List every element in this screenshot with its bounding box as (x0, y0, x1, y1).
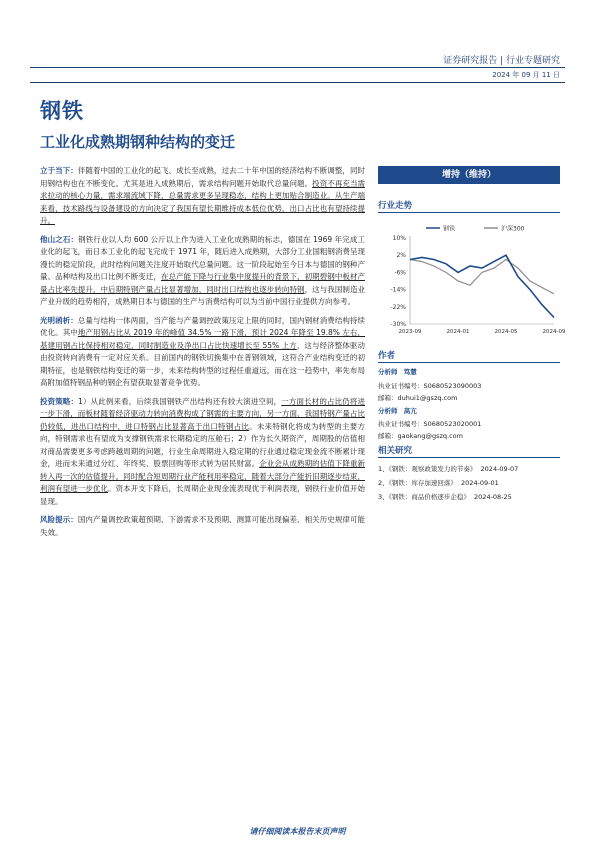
paragraph-lead: 投资策略： (40, 396, 79, 406)
main-body (40, 165, 365, 545)
body-paragraph (40, 514, 365, 539)
analyst-2-person: 高亢 (403, 407, 417, 415)
analysts-title: 作者 (378, 351, 396, 361)
analyst-1-email[interactable]: 邮箱：duhui1@gszq.com (378, 394, 458, 402)
related-title-line (378, 457, 560, 458)
header-divider (30, 67, 565, 68)
related-item-date: 2024-09-07 (480, 465, 519, 473)
related-item[interactable] (378, 462, 578, 476)
analyst-2-email[interactable]: 邮箱：gaokang@gszq.com (378, 432, 463, 440)
body-paragraph (40, 234, 365, 309)
analyst-1-person: 笃慧 (403, 368, 417, 376)
paragraph-lead: 风险提示： (40, 515, 78, 524)
body-text: 总量与结构一体两面，当产能与产量调控政策压定上限的同时，国内钢材消费结构持续优化。其中 (40, 315, 366, 337)
body-text: 国内产量调控政策超预期、下游需求不及预期、测算可能出现偏差、相关历史规律可能失效。 (40, 515, 366, 537)
highlight-text: 地产用钢占比从 2019 年的峰值 34.5% 一路下滑，预计 2024 年降至 19.8% 左右，基建用钢占比保持相对稳定，同时制造业及净出口占比快速增长至 55% 上方 (40, 328, 366, 350)
analyst-1-license: 执业证书编号：S0680523090003 (378, 382, 482, 390)
related-list (378, 462, 578, 504)
body-text: 伴随着中国的工业化的起飞、成长至成熟，过去二十年中国的经济结构不断调整，同时用钢结构也在不断变化。尤其是进入成熟期后，需求结构问题开始取代总量问题。 (40, 166, 366, 188)
trend-chart-svg (378, 220, 566, 340)
body-text: ，这与经济整体驱动由投资转向消费有一定对应关系。目前国内的钢铁切换集中在普钢领域，这符合产业结构变迁的初期特征，也是钢铁结构变迁的第一步，未来结构转型的过程任重道远，而在这一趋势中，率先布局高附加值特钢品种的钢企有望获取显著竞争优势。 (40, 340, 366, 387)
y-tick-label: -6% (394, 269, 406, 277)
body-text: 钢铁行业以人均 600 公斤以上作为进入工业化成熟期的标志，德国在 1969 年完成工业化的起飞，而日本工业化的起飞完成于 1971 年，随后进入成熟期，大部分工业国粗钢消费呈现漫长的稳定阶段，此时结构问题关注度开始取代总量问题。这一阶段起始至今日本与德国的钢种产量、品种结构及出口比例不断变迁， (40, 234, 366, 281)
body-paragraph (40, 315, 365, 390)
analyst-1-name (378, 367, 417, 376)
body-text: 1）从此例来看，后续我国钢铁产出结构还有较大演进空间， (78, 396, 282, 406)
legend-label: 沪深300 (501, 225, 525, 233)
analyst-2-role: 分析师 (378, 407, 398, 415)
paragraph-lead: 他山之石： (40, 234, 79, 244)
related-item-text: 1、《钢铁：观察政策发力的节奏》 (378, 465, 477, 473)
industry-name: 钢铁 (40, 99, 84, 123)
y-tick-label: -22% (390, 303, 406, 311)
page-title: 工业化成熟期钢种结构的变迁 (40, 133, 236, 151)
analyst-2-license: 执业证书编号：S0680523020001 (378, 420, 482, 428)
x-tick-label: 2024-09 (542, 329, 566, 335)
y-tick-label: 2% (396, 252, 406, 260)
trend-title: 行业走势 (378, 201, 413, 211)
trend-chart (378, 220, 566, 340)
related-item[interactable] (378, 476, 578, 490)
paragraph-lead: 立于当下： (40, 166, 78, 175)
body-paragraph (40, 396, 365, 509)
related-item[interactable] (378, 490, 578, 504)
trend-title-line (378, 212, 560, 213)
x-tick-label: 2024-05 (494, 329, 518, 335)
report-date: 2024 年 09 月 11 日 (492, 71, 560, 79)
y-tick-label: -30% (390, 321, 406, 328)
body-paragraph (40, 165, 365, 228)
highlight-text: 在总产能下降与行业集中度提升的背景下，初期碧钢中板材产量占比率先提升，中后期特钢产量占比显著增加，同时出口结构也逐步转向特钢 (40, 272, 365, 294)
related-item-date: 2024-09-01 (461, 479, 499, 487)
y-tick-label: 10% (392, 235, 406, 242)
highlight-text: 一方面长材的占比仍将进一步下滑，而板材随着经济驱动力转向消费构成了钢需的主要方向，另一方面，我国特钢产量占比仍较低，进出口结构中，进口特钢占比显著高于出口特钢占比 (40, 396, 365, 431)
analysts-title-line (378, 362, 560, 363)
related-title: 相关研究 (378, 446, 413, 456)
body-text: 。未来特钢化将成为转型的主要方向，特钢需求也有望成为支撑钢铁需求长期稳定的压舱石；2）作为长久期资产，周期股的估值相对商品需要更多考虑跨越周期的问题，行业生命周期进入稳定期的行业通过稳定现金流不断累计现金，进而未来通过分红、年终奖、股票回购等形式转为居民财富。 (40, 421, 366, 468)
related-item-text: 2、《钢铁：库存加速回落》 (378, 479, 457, 487)
highlight-text: 从生产端来看，技术路线与设备建设的方向决定了我国有望长期维持成本低位优势，出口占比也有望持续提升。 (40, 191, 366, 225)
report-type: 证券研究报告 | 行业专题研究 (443, 56, 560, 66)
highlight-text: 投资不再充当需求拉动的核心力量，需求端流域下降，总量需求更多呈现稳态，结构上更加贴合制造业。 (40, 178, 365, 200)
legend-label: 钢铁 (443, 225, 456, 233)
highlight-text: 企业会从成熟期的估值下降重新转入再一次的估值提升。同时配合短周期行业产能利用率稳定，随着大部分产能折旧期逐步结束，利润有望进一步优化 (40, 459, 366, 493)
body-text: ，这与我国制造业产业升级的趋势相符，成熟期日本与德国的生产与消费结构可以为当前中国行业提供方向参考。 (40, 284, 366, 306)
y-tick-label: -14% (390, 286, 406, 294)
related-item-date: 2024-08-25 (474, 493, 512, 501)
x-tick-label: 2023-09 (398, 329, 422, 335)
x-tick-label: 2024-01 (446, 329, 470, 335)
header-divider-bottom (30, 82, 565, 83)
body-text: 。资本开支下降后，长周期企业现金流表现优于利润表现，钢铁行业价值开始显现。 (40, 484, 366, 506)
related-item-text: 3、《钢铁：商品价格逐步企稳》 (378, 493, 470, 501)
analyst-2-name (378, 406, 417, 415)
series-line-csi300 (410, 260, 554, 294)
paragraph-lead: 光明函析： (40, 315, 78, 325)
footer-disclaimer: 请仔细阅读本报告末页声明 (249, 827, 346, 836)
rating-badge: 增持（维持） (378, 166, 560, 184)
analyst-1-role: 分析师 (378, 368, 398, 376)
